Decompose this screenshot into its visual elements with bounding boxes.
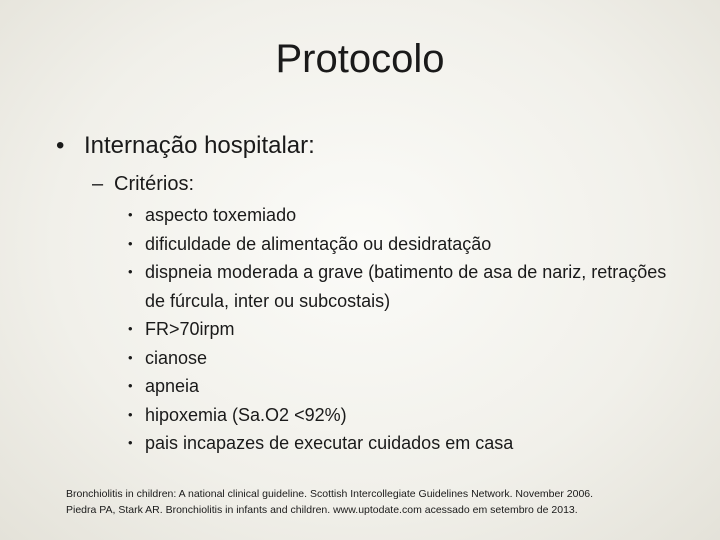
bullet-dot-icon: • bbox=[128, 406, 133, 422]
bullet-level1 bbox=[56, 130, 315, 162]
dash-icon: – bbox=[92, 173, 104, 195]
bullet-dot-icon: • bbox=[128, 264, 133, 279]
criteria-text: dispneia moderada a grave (batimento de asa de nariz, retrações de fúrcula, inter ou subcostais) bbox=[145, 262, 667, 311]
list-item bbox=[128, 372, 668, 401]
bullet-dot-icon: • bbox=[128, 349, 133, 365]
bullet-level1-text: Internação hospitalar: bbox=[84, 132, 315, 159]
reference-line: Piedra PA, Stark AR. Bronchiolitis in infants and children. www.uptodate.com acessado em setembro de 2013. bbox=[66, 504, 578, 516]
bullet-dot-icon: • bbox=[56, 132, 65, 159]
list-item bbox=[128, 230, 668, 259]
bullet-dot-icon: • bbox=[128, 207, 133, 222]
list-item bbox=[128, 258, 668, 315]
criteria-text: cianose bbox=[145, 347, 208, 368]
list-item bbox=[128, 201, 668, 230]
list-item bbox=[128, 401, 668, 430]
slide-title: Protocolo bbox=[275, 37, 445, 81]
bullet-level2 bbox=[92, 170, 194, 198]
list-item bbox=[128, 315, 668, 344]
bullet-dot-icon: • bbox=[128, 378, 133, 393]
bullet-dot-icon: • bbox=[128, 235, 133, 251]
bullet-dot-icon: • bbox=[128, 321, 133, 336]
reference-line: Bronchiolitis in children: A national clinical guideline. Scottish Intercollegiate Guidelines Network. November 2006. bbox=[66, 488, 594, 500]
criteria-text: hipoxemia (Sa.O2 <92%) bbox=[145, 404, 347, 425]
bullet-level2-text: Critérios: bbox=[114, 173, 195, 195]
list-item bbox=[128, 429, 668, 458]
criteria-list bbox=[128, 201, 668, 458]
criteria-text: dificuldade de alimentação ou desidratação bbox=[145, 233, 492, 254]
criteria-text: aspecto toxemiado bbox=[145, 205, 297, 225]
criteria-text: pais incapazes de executar cuidados em casa bbox=[145, 433, 514, 453]
criteria-text: apneia bbox=[145, 376, 200, 396]
references bbox=[66, 486, 666, 518]
bullet-dot-icon: • bbox=[128, 435, 133, 450]
list-item bbox=[128, 344, 668, 373]
criteria-text: FR>70irpm bbox=[145, 319, 235, 339]
